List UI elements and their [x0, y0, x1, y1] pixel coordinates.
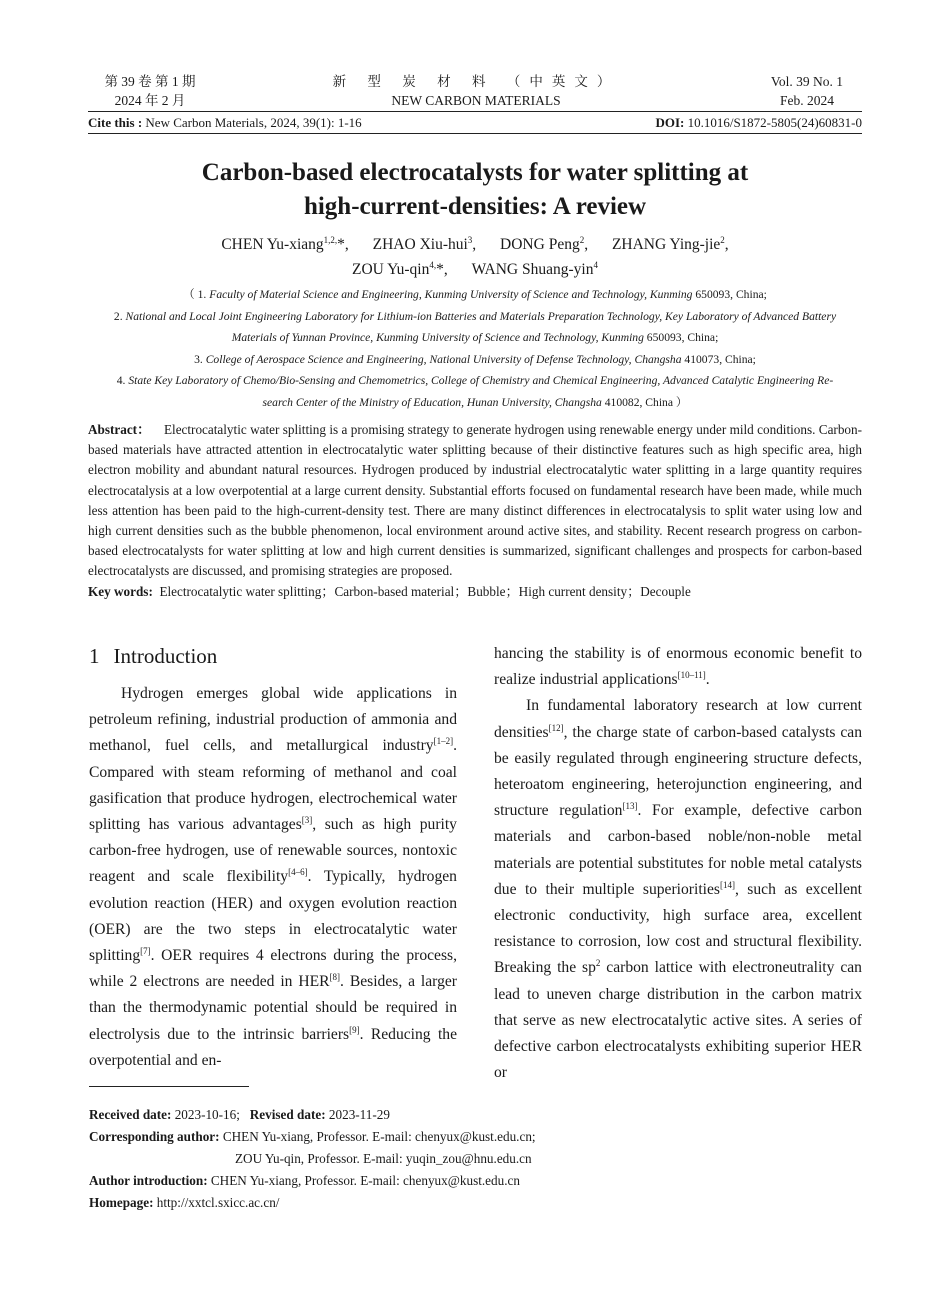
header-date-cn: 2024 年 2 月	[114, 93, 186, 108]
header-volume-issue-cn: 第 39 卷 第 1 期	[104, 74, 196, 89]
text-run: In fundamental laboratory research at low current densities	[494, 697, 862, 741]
intro-text: CHEN Yu-xiang, Professor. E-mail: chenyux@kust.edu.cn	[210, 1173, 520, 1188]
author-mark: *,	[337, 236, 349, 253]
abstract-text: Electrocatalytic water splitting is a promising strategy to generate hydrogen using renewable energy under mild conditions. Carbon-based materials have attracted attention in electrocatalytic water splitting because of their distinctive features such as high specific area, high electron mobility and abundant natural resources. Hydrogen produced by industrial electrocatalytic water splitting in a large quantity requires electrocatalysis at a low overpotential at a large current density. Substantial efforts focused on fundamental research have been made, while much less attention has been paid to the high-current-density test. There are many distinct differences in electrocatalysis to split water using low and high current densities such as the bubble phenomenon, local environment around active sites, and stability. Recent research progress on carbon-based electrocatalysts for water splitting at low and high current densities is summarized, significant challenges and prospects for carbon-based electrocatalysts are discussed, and promising strategies are proposed.	[88, 422, 862, 579]
reference[interactable]: [10–11]	[677, 670, 706, 681]
cite-label: Cite this :	[88, 115, 143, 130]
aff-text: National and Local Joint Engineering Laboratory for Lithium-ion Batteries and Materials Preparation Technology, Key Laboratory of Advanced Battery	[125, 309, 837, 323]
reference[interactable]: [1–2]	[433, 736, 454, 747]
author-mark: ,	[472, 236, 477, 253]
text-run: . Typically, hydrogen evolution reaction (HER) and oxygen evolution reaction (OER) are the two steps in electrocatalytic water splitting	[89, 868, 457, 965]
aff-text: search Center of the Ministry of Education, Hunan University, Changsha	[262, 395, 602, 409]
aff-prefix: 2.	[113, 309, 123, 323]
cite-text: New Carbon Materials, 2024, 39(1): 1-16	[145, 115, 362, 130]
doi-label: DOI:	[655, 115, 685, 130]
reference[interactable]: [14]	[719, 879, 735, 890]
aff-suffix: 650093, China;	[695, 288, 767, 301]
corr-2: ZOU Yu-qin, Professor. E-mail: yuqin_zou@hnu.edu.cn	[235, 1151, 532, 1166]
reference[interactable]: [13]	[622, 801, 638, 812]
affiliation-2-cont	[96, 327, 854, 349]
author	[500, 236, 588, 253]
author-name: WANG Shuang-yin	[471, 261, 594, 278]
paragraph-1	[89, 681, 457, 1074]
body-column-right	[494, 641, 862, 1086]
author-name: ZHANG Ying-jie	[611, 236, 721, 253]
reference[interactable]: [7]	[140, 945, 151, 956]
affiliation-4-cont	[96, 392, 854, 414]
paper-title	[88, 156, 862, 224]
paragraph-1-cont	[494, 641, 862, 693]
text-run: . Besides, a larger than the thermodynamic potential should be required in electrolysis due to the intrinsic barriers	[89, 973, 458, 1043]
author-affil: 3	[467, 234, 473, 245]
title-line-1: Carbon-based electrocatalysts for water splitting at	[201, 159, 749, 186]
abstract-body	[88, 420, 862, 582]
text-run: Hydrogen emerges global wide applications in petroleum refining, industrial production of ammonia and methanol, fuel cells, and metallurgical industry	[89, 685, 457, 755]
author-affil: 2	[720, 234, 725, 245]
header-journal	[90, 72, 862, 110]
aff-text: Materials of Yunnan Province, Kunming University of Science and Technology, Kunming	[231, 331, 644, 344]
author-affil: 4	[593, 259, 598, 270]
author-mark: ,	[724, 236, 729, 253]
text-run: . For example, defective carbon materials and carbon-based noble/non-noble metal materials are potential substitutes for noble metal catalysts due to their multiple superiorities	[494, 802, 862, 898]
author	[352, 261, 448, 278]
author-name: ZHAO Xiu-hui	[372, 236, 468, 253]
corr-1: CHEN Yu-xiang, Professor. E-mail: chenyux@kust.edu.cn;	[222, 1129, 536, 1144]
text-run: . Reducing the overpotential and en-	[89, 1025, 457, 1069]
aff-text: State Key Laboratory of Chemo/Bio-Sensing and Chemometrics, College of Chemistry and Chemical Engineering, Advanced Catalytic Engineering Re-	[128, 374, 834, 387]
author-list	[88, 232, 862, 282]
revised-label: Revised date:	[249, 1107, 326, 1122]
affiliation-4	[96, 370, 854, 392]
paragraph-2	[494, 693, 862, 1086]
aff-text: Faculty of Material Science and Engineering, Kunming University of Science and Technology, Kunming	[209, 288, 693, 301]
text-run: , such as high purity carbon-free hydrogen, use of renewable sources, nontoxic reagent and scale flexibility	[89, 816, 457, 886]
aff-prefix: 4.	[116, 374, 126, 387]
received-date: 2023-10-16;	[174, 1107, 240, 1122]
affiliation-3	[96, 349, 854, 371]
reference[interactable]: [9]	[349, 1024, 360, 1035]
author	[373, 236, 477, 253]
keywords	[88, 582, 862, 602]
section-heading	[89, 642, 457, 670]
text-run: .	[705, 671, 710, 689]
author-affil: 1,2,	[323, 234, 338, 245]
keywords-label: Key words:	[88, 583, 153, 599]
doi	[655, 114, 862, 132]
header-journal-en: NEW CARBON MATERIALS	[391, 93, 561, 108]
affiliation-1	[96, 284, 854, 306]
header-journal-cn: 新 型 炭 材 料 （中英文）	[332, 74, 620, 89]
superscript: 2	[595, 958, 601, 969]
reference[interactable]: [12]	[548, 722, 564, 733]
corresponding-author-2	[89, 1148, 862, 1170]
text-run: carbon lattice with electroneutrality can lead to uneven charge distribution in the carbon matrix that serve as new electrocatalytic active sites. A series of defective carbon electrocatalysts exhibiting superior HER or	[494, 959, 862, 1082]
author-introduction	[89, 1170, 862, 1192]
text-run: . OER requires 4 electrons during the process, while 2 electrons are needed in HER	[89, 947, 457, 991]
reference[interactable]: [8]	[329, 972, 341, 983]
text-run: hancing the stability is of enormous economic benefit to realize industrial applications	[494, 645, 862, 689]
aff-prefix: （ 1.	[183, 288, 207, 301]
revised-date: 2023-11-29	[328, 1107, 390, 1122]
reference[interactable]: [4–6]	[288, 867, 308, 878]
footnote-divider	[89, 1086, 249, 1087]
text-run: . Compared with steam reforming of methanol and coal gasification that produce hydrogen, electrochemical water splitting has various advantages	[89, 737, 457, 834]
dates	[89, 1104, 862, 1126]
text-run: , such as excellent electronic conductivity, high surface area, excellent resistance to corrosion, low cost and structural flexibility. Breaking the sp	[494, 880, 863, 977]
author-name: CHEN Yu-xiang	[221, 236, 324, 253]
affiliation-2	[96, 306, 854, 328]
author	[221, 236, 348, 253]
affiliations	[96, 284, 854, 413]
header-volume-en	[752, 72, 862, 110]
author-mark: *,	[436, 261, 448, 278]
homepage	[89, 1192, 862, 1214]
author-mark: ,	[584, 236, 589, 253]
homepage-label: Homepage:	[89, 1195, 154, 1210]
author-name: ZOU Yu-qin	[352, 261, 430, 278]
title-line-2: high-current-densities: A review	[303, 193, 647, 220]
intro-label: Author introduction:	[89, 1173, 208, 1188]
author	[472, 261, 598, 278]
body-column-left	[89, 642, 457, 1074]
aff-suffix: 410073, China;	[684, 352, 756, 366]
corresponding-author	[89, 1126, 862, 1148]
citation-line	[88, 114, 862, 132]
aff-suffix: 410082, China ）	[604, 395, 688, 409]
reference[interactable]: [3]	[301, 814, 313, 825]
author-affil: 2	[579, 234, 585, 245]
doi-value[interactable]: 10.1016/S1872-5805(24)60831-0	[687, 115, 862, 130]
header-divider	[88, 111, 862, 112]
author-name: DONG Peng	[500, 236, 580, 253]
aff-text: College of Aerospace Science and Engineering, National University of Defense Technology, Changsha	[205, 352, 682, 366]
header-volume-issue-en: Vol. 39 No. 1	[770, 74, 844, 89]
running-header	[90, 72, 862, 112]
section-number: 1	[89, 644, 100, 668]
aff-suffix: 650093, China;	[646, 331, 719, 344]
citation-divider	[88, 133, 862, 134]
homepage-link[interactable]: http://xxtcl.sxicc.ac.cn/	[156, 1195, 280, 1210]
abstract-label: Abstract：	[88, 422, 151, 437]
author	[612, 236, 729, 253]
section-title: Introduction	[113, 644, 218, 668]
abstract	[88, 420, 862, 602]
received-label: Received date:	[89, 1107, 172, 1122]
author-affil: 4,	[429, 259, 437, 270]
header-date-en: Feb. 2024	[780, 93, 834, 108]
keywords-text: Electrocatalytic water splitting；Carbon-based material；Bubble；High current density；Decouple	[159, 583, 691, 599]
corr-label: Corresponding author:	[89, 1129, 220, 1144]
aff-prefix: 3.	[194, 352, 203, 366]
text-run: , the charge state of carbon-based catalysts can be easily regulated through engineering structure defects, heteroatom engineering, heterojunction engineering, and structure regulation	[494, 723, 862, 820]
footnotes	[89, 1104, 862, 1214]
